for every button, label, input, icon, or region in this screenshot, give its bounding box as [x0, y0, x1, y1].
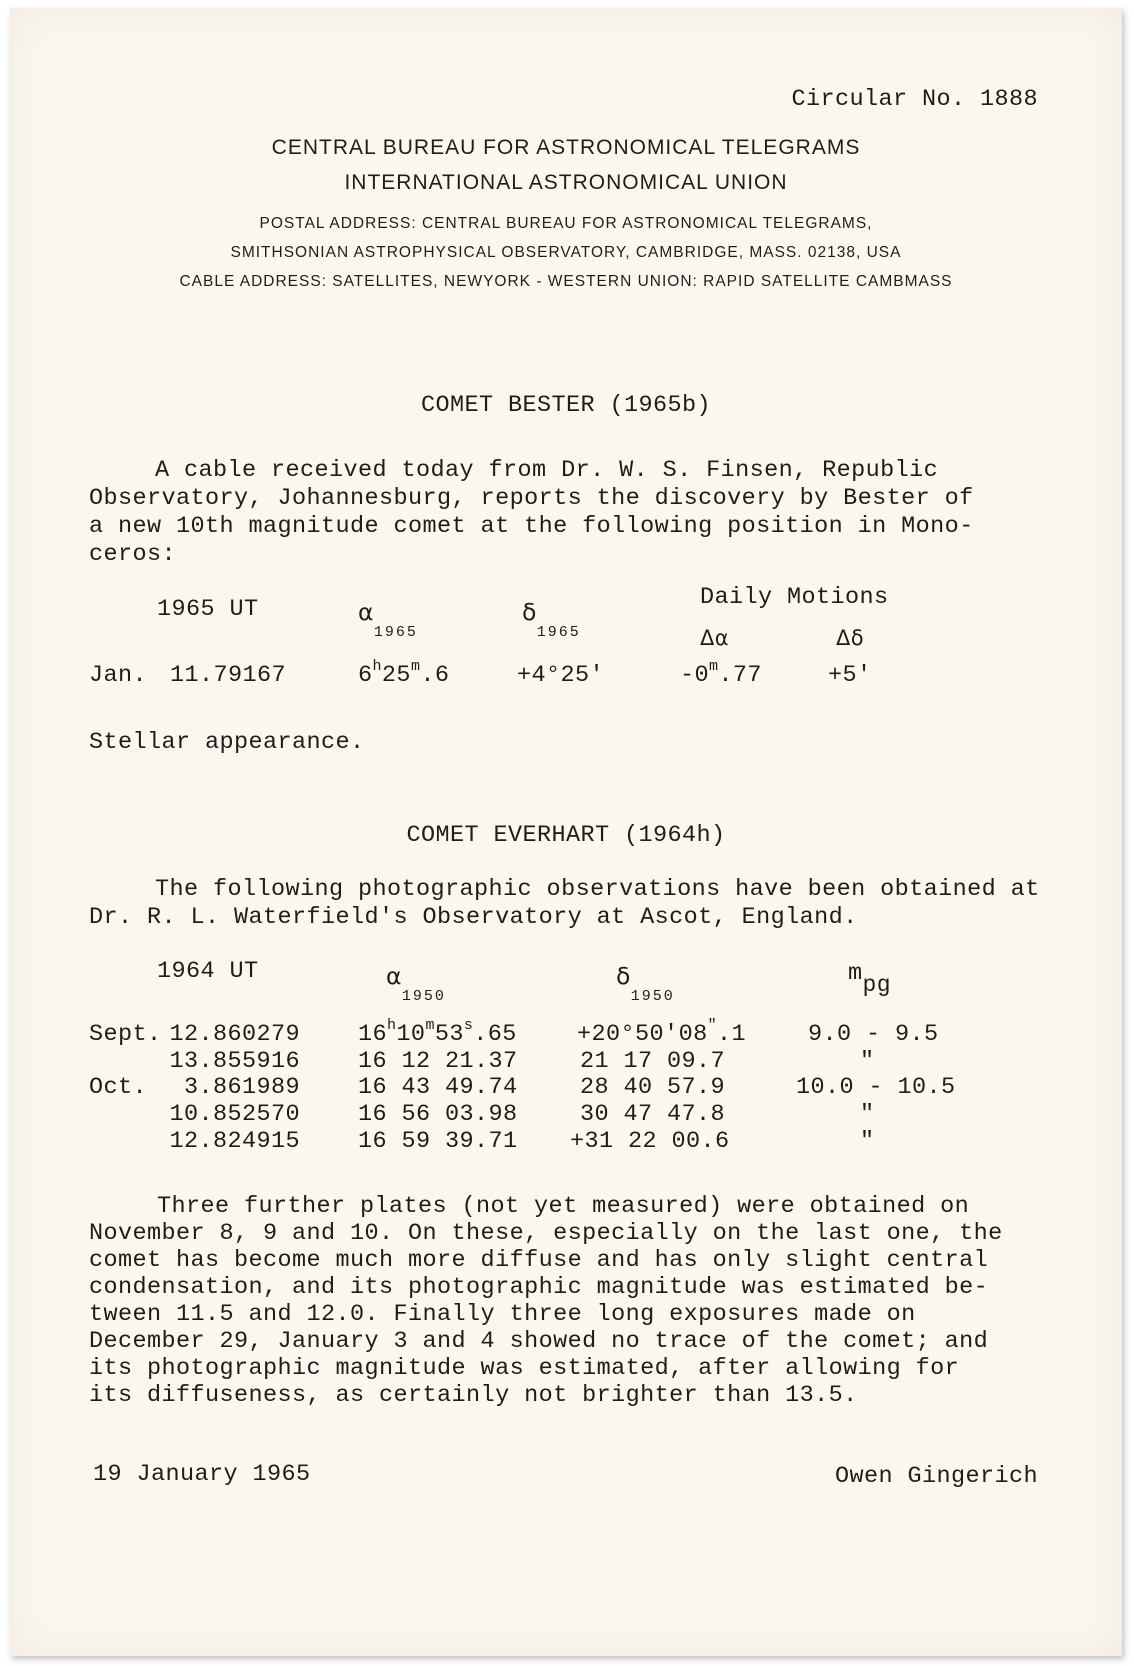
everhart-mag-header [848, 960, 891, 998]
ra-hours: 16 [358, 1021, 388, 1048]
signatory: Owen Gingerich [834, 1463, 1038, 1490]
closing-paragraph-line: its diffuseness, as certainly not brighter than 13.5. [89, 1382, 858, 1409]
delta-delta-header: Δδ [836, 626, 865, 650]
delta-equinox: 1950 [630, 988, 675, 1005]
obs-day: 3.861989 [183, 1074, 300, 1101]
obs-ra: 16 59 39.71 [358, 1128, 518, 1155]
ra-minutes-unit: m [410, 658, 421, 675]
dec-fraction: .1 [716, 1021, 746, 1048]
union-name: INTERNATIONAL ASTRONOMICAL UNION [344, 171, 788, 194]
closing-paragraph-line: comet has become much more diffuse and has only slight central [89, 1247, 989, 1274]
bester-row-dec: +4°25' [517, 662, 605, 689]
ra-seconds: 53 [434, 1021, 464, 1048]
dalpha-int: -0 [680, 662, 710, 689]
bester-paragraph-line: ceros: [89, 541, 177, 568]
closing-paragraph-line: tween 11.5 and 12.0. Finally three long exposures made on [89, 1301, 916, 1328]
obs-mag: 9.0 - 9.5 [808, 1021, 939, 1048]
ra-minutes-unit: m [425, 1017, 435, 1034]
obs-day: 10.852570 [169, 1101, 300, 1128]
obs-ra: 16 56 03.98 [358, 1101, 518, 1128]
delta-symbol: δ [616, 962, 631, 990]
everhart-paragraph-line: The following photographic observations have been obtained at [155, 876, 1040, 903]
ra-hours-unit: h [372, 658, 382, 675]
postal-address-line2: SMITHSONIAN ASTROPHYSICAL OBSERVATORY, CAMBRIDGE, MASS. 02138, USA [230, 244, 902, 261]
bester-alpha-header [358, 598, 418, 641]
bester-row-month: Jan. [89, 662, 148, 689]
bester-paragraph-line: a new 10th magnitude comet at the following position in Mono- [89, 513, 974, 540]
dec-seconds-unit: " [707, 1017, 717, 1034]
ra-seconds-unit: s [463, 1017, 474, 1034]
bester-row-day: 11.79167 [170, 662, 287, 689]
dec-minutes: 50 [635, 1021, 665, 1048]
ra-fraction: .6 [420, 662, 450, 689]
bester-row-ddelta: +5' [828, 662, 872, 689]
closing-paragraph-line: December 29, January 3 and 4 showed no trace of the comet; and [89, 1328, 989, 1355]
delta-equinox: 1965 [536, 624, 581, 641]
obs-day: 13.855916 [169, 1048, 300, 1075]
ra-minutes: 10 [396, 1021, 426, 1048]
obs-mag-ditto: " [860, 1101, 875, 1128]
obs-day: 12.824915 [169, 1128, 300, 1155]
circular-page [10, 8, 1122, 1656]
everhart-paragraph-line: Dr. R. L. Waterfield's Observatory at Ascot, England. [89, 904, 858, 931]
closing-paragraph-line: condensation, and its photographic magnitude was estimated be- [89, 1274, 989, 1301]
bester-note: Stellar appearance. [89, 729, 365, 756]
mag-subscript: pg [862, 972, 891, 998]
obs-ra: 16 43 49.74 [358, 1074, 518, 1101]
ra-hours-unit: h [387, 1017, 397, 1034]
postal-address-line1: POSTAL ADDRESS: CENTRAL BUREAU FOR ASTRONOMICAL TELEGRAMS, [259, 215, 873, 232]
bester-row-dalpha [680, 658, 762, 689]
closing-paragraph-line: November 8, 9 and 10. On these, especially on the last one, the [89, 1220, 1003, 1247]
ra-fraction: .65 [473, 1021, 517, 1048]
section-title-bester: COMET BESTER (1965b) [420, 392, 712, 419]
obs-mag-ditto: " [860, 1128, 875, 1155]
everhart-delta-header [616, 962, 675, 1005]
daily-motions-header: Daily Motions [700, 584, 889, 611]
section-title-everhart: COMET EVERHART (1964h) [406, 822, 726, 849]
obs-day: 12.860279 [169, 1021, 300, 1048]
bureau-name: CENTRAL BUREAU FOR ASTRONOMICAL TELEGRAMS [271, 136, 861, 159]
dec-degrees: +20 [577, 1021, 621, 1048]
dec-seconds: 08 [678, 1021, 708, 1048]
obs-dec: +20°50'08".1 [577, 1017, 746, 1048]
obs-ra: 16 12 21.37 [358, 1048, 518, 1075]
obs-dec: +31 22 00.6 [570, 1128, 730, 1155]
everhart-epoch-header: 1964 UT [157, 958, 259, 985]
obs-dec: 21 17 09.7 [579, 1048, 725, 1075]
bester-delta-header [522, 598, 581, 641]
alpha-equinox: 1950 [401, 988, 446, 1005]
obs-month: Oct. [89, 1074, 148, 1101]
obs-dec: 28 40 57.9 [579, 1074, 725, 1101]
delta-alpha-header: Δα [700, 626, 730, 650]
everhart-alpha-header [386, 962, 446, 1005]
closing-paragraph-line: its photographic magnitude was estimated, after allowing for [89, 1355, 960, 1382]
issue-date: 19 January 1965 [93, 1461, 311, 1488]
bester-paragraph-line: Observatory, Johannesburg, reports the discovery by Bester of [89, 485, 974, 512]
circular-number: Circular No. 1888 [791, 86, 1038, 113]
obs-mag-ditto: " [860, 1048, 875, 1075]
mag-symbol: m [848, 960, 863, 987]
bester-epoch-header: 1965 UT [157, 596, 259, 623]
delta-symbol: δ [522, 598, 537, 626]
ra-hours: 6 [358, 662, 373, 689]
alpha-symbol: α [358, 598, 374, 626]
obs-mag: 10.0 - 10.5 [796, 1074, 956, 1101]
bester-row-ra [358, 658, 450, 689]
obs-dec: 30 47 47.8 [579, 1101, 725, 1128]
bester-paragraph-line: A cable received today from Dr. W. S. Finsen, Republic [155, 457, 939, 484]
obs-ra [358, 1017, 517, 1048]
alpha-symbol: α [386, 962, 402, 990]
alpha-equinox: 1965 [373, 624, 418, 641]
ra-minutes: 25 [381, 662, 411, 689]
dalpha-unit: m [709, 658, 719, 675]
cable-address: CABLE ADDRESS: SATELLITES, NEWYORK - WESTERN UNION: RAPID SATELLITE CAMBMASS [179, 273, 953, 290]
dalpha-frac: .77 [718, 662, 762, 689]
obs-month: Sept. [89, 1021, 162, 1048]
closing-paragraph-line: Three further plates (not yet measured) were obtained on [157, 1193, 970, 1220]
